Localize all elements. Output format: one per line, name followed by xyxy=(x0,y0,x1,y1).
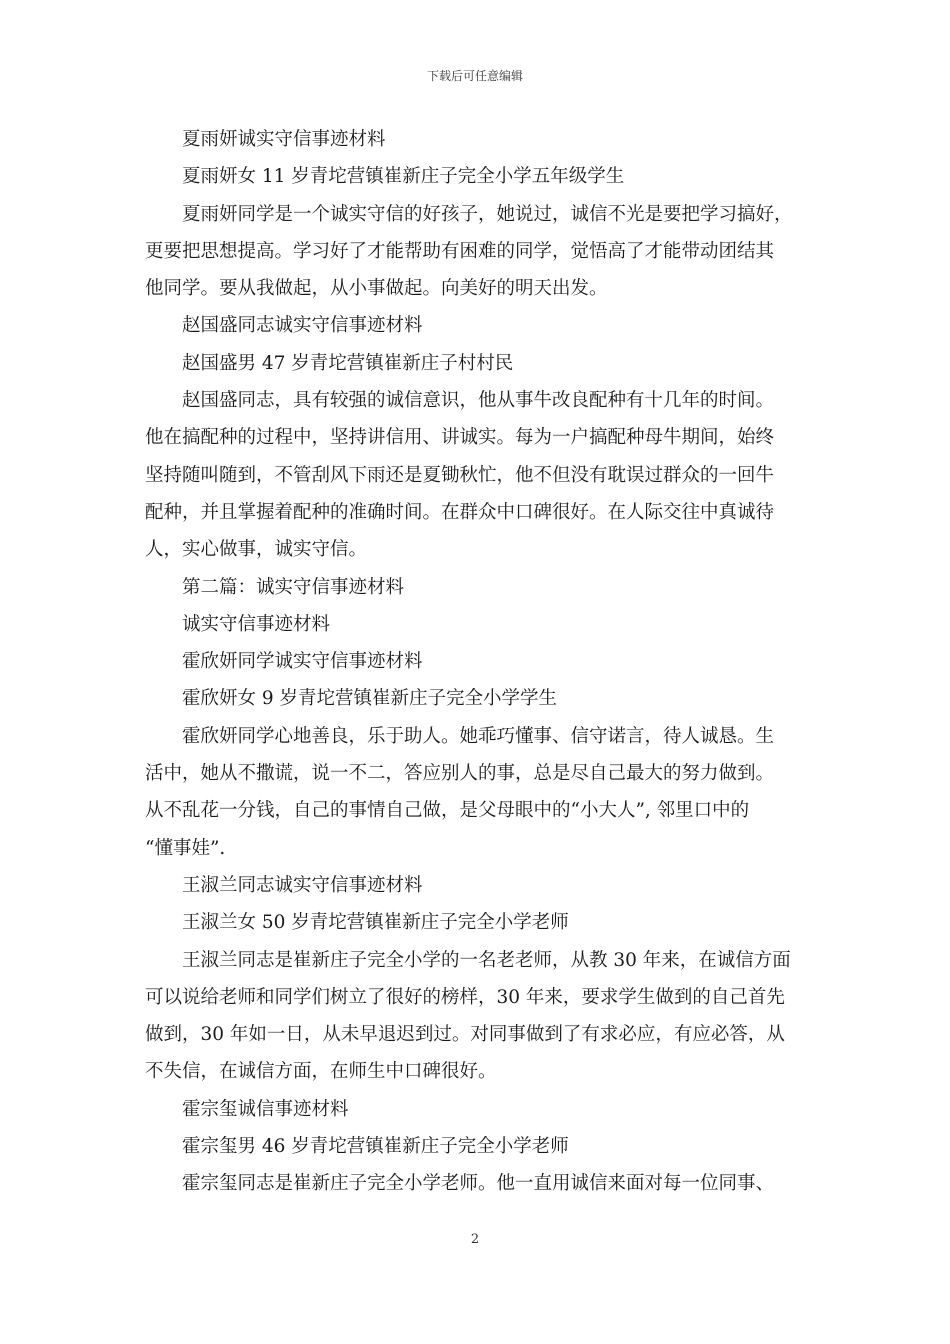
text-line: “懂事娃”. xyxy=(145,837,226,859)
text-line: 赵国盛同志，具有较强的诚信意识，他从事牛改良配种有十几年的时间。 xyxy=(182,390,775,412)
text-line: 更要把思想提高。学习好了才能帮助有困难的同学，觉悟高了才能带动团结其 xyxy=(145,240,775,262)
text-line: 活中，她从不撒谎，说一不二，答应别人的事，总是尽自己最大的努力做到。 xyxy=(145,763,775,785)
text-line: 霍宗玺诚信事迹材料 xyxy=(182,1098,349,1120)
text-line: 夏雨妍同学是一个诚实守信的好孩子，她说过，诚信不光是要把学习搞好， xyxy=(182,203,793,225)
text-line: 做到，30 年如一日，从未早退迟到过。对同事做到了有求必应，有应必答，从 xyxy=(145,1024,785,1046)
text-line: 诚实守信事迹材料 xyxy=(182,613,331,635)
text-line: 夏雨妍女 11 岁青坨营镇崔新庄子完全小学五年级学生 xyxy=(182,166,625,188)
page-header: 下载后可任意编辑 xyxy=(426,69,523,83)
text-line: 可以说给老师和同学们树立了很好的榜样，30 年来，要求学生做到的自己首先 xyxy=(145,986,785,1008)
text-line: 赵国盛同志诚实守信事迹材料 xyxy=(182,315,423,337)
text-line: 霍欣妍同学心地善良，乐于助人。她乖巧懂事、信守诺言，待人诚恳。生 xyxy=(182,725,775,747)
text-line: 赵国盛男 47 岁青坨营镇崔新庄子村村民 xyxy=(182,352,514,374)
document-body xyxy=(145,121,810,1203)
text-line: 霍宗玺男 46 岁青坨营镇崔新庄子完全小学老师 xyxy=(182,1136,569,1158)
text-line: 霍欣妍同学诚实守信事迹材料 xyxy=(182,651,423,673)
text-line: 霍欣妍女 9 岁青坨营镇崔新庄子完全小学学生 xyxy=(182,688,558,710)
text-line: 霍宗玺同志是崔新庄子完全小学老师。他一直用诚信来面对每一位同事、 xyxy=(182,1173,775,1195)
text-line: 坚持随叫随到，不管刮风下雨还是夏锄秋忙，他不但没有耽误过群众的一回牛 xyxy=(145,464,775,486)
text-line: 王淑兰女 50 岁青坨营镇崔新庄子完全小学老师 xyxy=(182,912,569,934)
text-line: 他在搞配种的过程中，坚持讲信用、讲诚实。每为一户搞配种母牛期间，始终 xyxy=(145,427,775,449)
text-line: 夏雨妍诚实守信事迹材料 xyxy=(182,129,386,150)
text-line: 配种，并且掌握着配种的准确时间。在群众中口碑很好。在人际交往中真诚待 xyxy=(145,501,775,523)
text-line: 他同学。要从我做起，从小事做起。向美好的明天出发。 xyxy=(145,278,608,300)
text-line: 王淑兰同志是崔新庄子完全小学的一名老老师，从教 30 年来，在诚信方面 xyxy=(182,949,791,971)
text-line: 王淑兰同志诚实守信事迹材料 xyxy=(182,874,423,896)
text-line: 第二篇：诚实守信事迹材料 xyxy=(182,576,405,598)
text-line: 从不乱花一分钱，自己的事情自己做，是父母眼中的“小大人”, 邻里口中的 xyxy=(145,800,750,822)
page-number: 2 xyxy=(470,1232,480,1247)
text-line: 人，实心做事，诚实守信。 xyxy=(145,539,368,561)
text-line: 不失信，在诚信方面，在师生中口碑很好。 xyxy=(145,1061,497,1083)
